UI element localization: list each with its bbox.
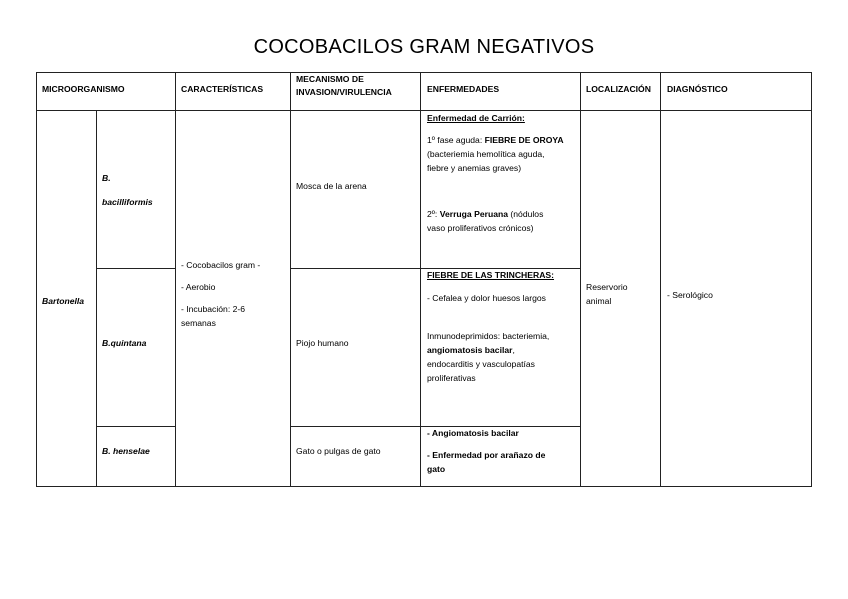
henselae-angiomatosis: - Angiomatosis bacilar (427, 428, 519, 438)
characteristics-list (181, 258, 260, 330)
carrion-disease-title: Enfermedad de Carrión: (427, 113, 525, 123)
species-bacilliformis-line1: B. (102, 173, 111, 183)
header-enfermedades: ENFERMEDADES (427, 84, 500, 94)
characteristic-gram: - Cocobacilos gram - (181, 260, 261, 270)
immunocompromised-comma: , (512, 345, 515, 355)
mechanism-quintana: Piojo humano (296, 338, 349, 348)
location-line2: animal (586, 296, 612, 306)
header-localizacion: LOCALIZACIÓN (586, 84, 651, 94)
mechanism-henselae: Gato o pulgas de gato (296, 446, 381, 456)
page-title: COCOBACILOS GRAM NEGATIVOS (253, 36, 595, 58)
trench-fever-title: FIEBRE DE LAS TRINCHERAS: (427, 270, 555, 280)
diseases-henselae (427, 426, 579, 476)
species-bacilliformis-line2: bacilliformis (102, 197, 153, 207)
diagnosis-text: - Serológico (667, 290, 713, 300)
cat-scratch-disease-line2: gato (427, 464, 446, 474)
verruga-peruana-desc-2: vaso proliferativos crónicos) (427, 223, 534, 233)
header-microorganismo: MICROORGANISMO (42, 84, 125, 94)
location-line1: Reservorio (586, 282, 628, 292)
verruga-peruana-name: Verruga Peruana (439, 209, 509, 219)
header-caracteristicas: CARACTERÍSTICAS (181, 84, 264, 94)
characteristic-incubation: - Incubación: 2-6 (181, 304, 246, 314)
characteristic-incubation-weeks: semanas (181, 318, 216, 328)
species-henselae-label: B. henselae (102, 446, 150, 456)
immunocompromised-line3: endocarditis y vasculopatías (427, 359, 535, 369)
immunocompromised-line2 (427, 343, 579, 357)
oroya-fever-line (427, 133, 579, 147)
genus-label: Bartonella (42, 296, 85, 306)
oroya-fever-name: FIEBRE DE OROYA (484, 135, 564, 145)
verruga-peruana-desc-1: (nódulos (508, 209, 544, 219)
header-mecanismo-line2: INVASION/VIRULENCIA (296, 87, 392, 97)
mechanism-bacilliformis: Mosca de la arena (296, 181, 367, 191)
diseases-quintana (427, 268, 579, 385)
header-diagnostico: DIAGNÓSTICO (667, 84, 728, 94)
immunocompromised-line1: Inmunodeprimidos: bacteriemia, (427, 331, 550, 341)
trench-fever-symptom: - Cefalea y dolor huesos largos (427, 293, 546, 303)
header-mecanismo (296, 73, 392, 99)
immunocompromised-line4: proliferativas (427, 373, 476, 383)
diseases-bacilliformis (427, 111, 579, 235)
header-mecanismo-line1: MECANISMO DE (296, 74, 364, 84)
species-bacilliformis-label (102, 166, 153, 214)
verruga-peruana-line (427, 207, 579, 221)
location-text (586, 280, 628, 308)
oroya-fever-desc-2: fiebre y anemias graves) (427, 163, 522, 173)
cat-scratch-disease-line1: - Enfermedad por arañazo de (427, 450, 546, 460)
oroya-fever-desc-1: (bacteriemia hemolítica aguda, (427, 149, 545, 159)
phase2-prefix: 2º: (427, 209, 440, 219)
phase1-prefix: 1º fase aguda: (427, 135, 485, 145)
bacillary-angiomatosis: angiomatosis bacilar (427, 345, 513, 355)
species-quintana-label: B.quintana (102, 338, 147, 348)
characteristic-aerobic: - Aerobio (181, 282, 216, 292)
